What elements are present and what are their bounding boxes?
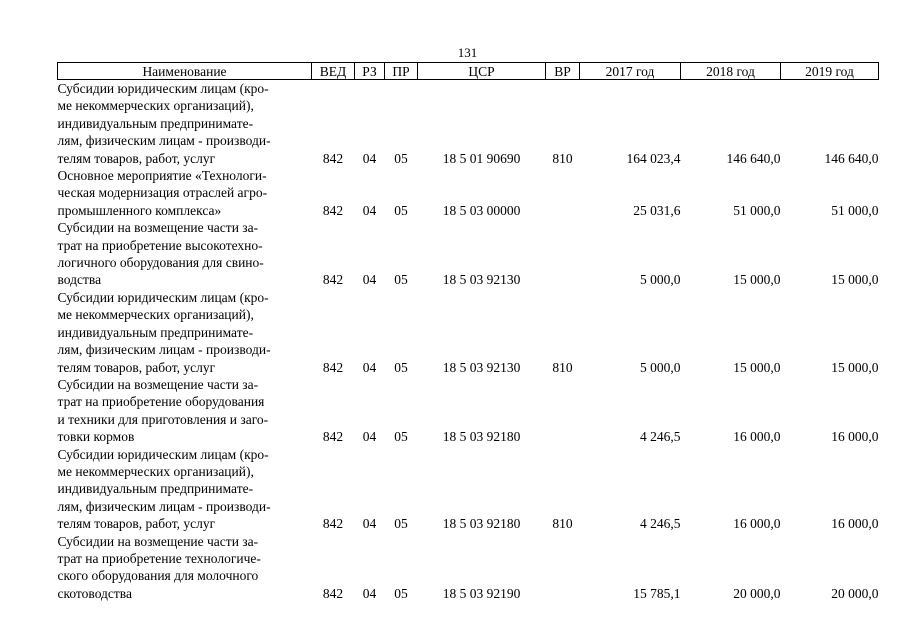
row-2017-cell: 5 000,0 [640, 359, 681, 375]
table-row [58, 376, 879, 446]
row-name-cell: Основное мероприятие «Технологи- ческая модернизация отраслей агро- промышленного комплекса» [57, 168, 268, 218]
row-pr-cell: 05 [394, 272, 408, 288]
row-vr-cell [546, 376, 580, 446]
row-pr-cell: 05 [394, 359, 408, 375]
row-2018-cell: 51 000,0 [733, 202, 781, 218]
row-csr-cell: 18 5 03 00000 [442, 202, 521, 218]
row-ved-cell: 842 [322, 585, 344, 601]
row-pr-cell: 05 [394, 150, 408, 166]
row-csr-cell: 18 5 03 92130 [442, 272, 521, 288]
row-2019-cell: 146 640,0 [824, 150, 879, 166]
col-header-pr: ПР [385, 63, 418, 80]
row-2019-cell: 16 000,0 [831, 429, 879, 445]
row-2019-cell: 20 000,0 [831, 585, 879, 601]
row-csr-cell: 18 5 03 92180 [442, 516, 521, 532]
col-header-csr: ЦСР [418, 63, 546, 80]
row-name-cell: Субсидии на возмещение части за- трат на приобретение оборудования и техники для приготовления и заго- товки кормов [57, 376, 269, 445]
col-header-vr: ВР [546, 63, 580, 80]
row-csr-cell: 18 5 03 92180 [442, 429, 521, 445]
row-2018-cell: 15 000,0 [733, 359, 781, 375]
row-2019-cell: 15 000,0 [831, 272, 879, 288]
row-name-cell: Субсидии на возмещение части за- трат на приобретение высокотехно- логичного оборудования для свино- водства [57, 220, 264, 288]
page-number: 131 [457, 45, 478, 60]
row-2017-cell: 164 023,4 [626, 150, 681, 166]
row-csr-cell: 18 5 03 92190 [442, 585, 521, 601]
col-header-2018: 2018 год [681, 63, 781, 80]
row-2017-cell: 4 246,5 [640, 429, 681, 445]
table-row [58, 289, 879, 376]
row-rz-cell: 04 [362, 585, 377, 601]
row-pr-cell: 05 [394, 585, 408, 601]
row-name-cell: Субсидии на возмещение части за- трат на приобретение технологиче- ского оборудования для молочного скотоводства [57, 533, 261, 601]
row-2019-cell: 15 000,0 [831, 359, 879, 375]
row-rz-cell: 04 [362, 150, 377, 166]
row-vr-cell: 810 [552, 359, 573, 375]
row-name-cell: Субсидии юридическим лицам (кро- ме некоммерческих организаций), индивидуальным предпринимате- лям, физическим лицам - производи- телям товаров, работ, услуг [57, 81, 271, 166]
row-2019-cell: 51 000,0 [831, 202, 879, 218]
row-rz-cell: 04 [362, 516, 377, 532]
row-rz-cell: 04 [362, 272, 377, 288]
row-ved-cell: 842 [322, 359, 344, 375]
col-header-2017: 2017 год [580, 63, 681, 80]
row-2017-cell: 25 031,6 [633, 202, 681, 218]
row-ved-cell: 842 [322, 429, 344, 445]
row-vr-cell [546, 167, 580, 219]
row-2017-cell: 5 000,0 [640, 272, 681, 288]
col-header-2019: 2019 год [781, 63, 879, 80]
row-vr-cell [546, 533, 580, 603]
table-row [58, 446, 879, 533]
row-rz-cell: 04 [362, 429, 377, 445]
row-rz-cell: 04 [362, 202, 377, 218]
row-2018-cell: 16 000,0 [733, 516, 781, 532]
row-pr-cell: 05 [394, 429, 408, 445]
row-2017-cell: 4 246,5 [640, 516, 681, 532]
row-2017-cell: 15 785,1 [633, 585, 681, 601]
row-2018-cell: 20 000,0 [733, 585, 781, 601]
table-row [58, 167, 879, 219]
col-header-name: Наименование [58, 63, 312, 80]
table-header-row [58, 63, 879, 80]
row-pr-cell: 05 [394, 516, 408, 532]
row-name-cell: Субсидии юридическим лицам (кро- ме некоммерческих организаций), индивидуальным предпринимате- лям, физическим лицам - производи- телям товаров, работ, услуг [57, 446, 271, 532]
row-vr-cell: 810 [552, 516, 573, 532]
row-ved-cell: 842 [322, 516, 344, 532]
row-2018-cell: 15 000,0 [733, 272, 781, 288]
row-2019-cell: 16 000,0 [831, 516, 879, 532]
row-ved-cell: 842 [322, 150, 344, 166]
row-csr-cell: 18 5 03 92130 [442, 359, 521, 375]
row-vr-cell: 810 [552, 150, 573, 166]
row-2018-cell: 16 000,0 [733, 429, 781, 445]
col-header-rz: РЗ [355, 63, 385, 80]
row-csr-cell: 18 5 01 90690 [442, 150, 521, 166]
table-row [58, 533, 879, 603]
row-vr-cell [546, 219, 580, 289]
row-ved-cell: 842 [322, 272, 344, 288]
budget-table [57, 62, 879, 602]
row-rz-cell: 04 [362, 359, 377, 375]
row-pr-cell: 05 [394, 202, 408, 218]
table-row [58, 80, 879, 168]
row-ved-cell: 842 [322, 202, 344, 218]
table-row [58, 219, 879, 289]
row-2018-cell: 146 640,0 [726, 150, 781, 166]
row-name-cell: Субсидии юридическим лицам (кро- ме некоммерческих организаций), индивидуальным предпринимате- лям, физическим лицам - производи- телям товаров, работ, услуг [57, 289, 271, 375]
table-body [58, 80, 879, 603]
col-header-ved: ВЕД [312, 63, 355, 80]
